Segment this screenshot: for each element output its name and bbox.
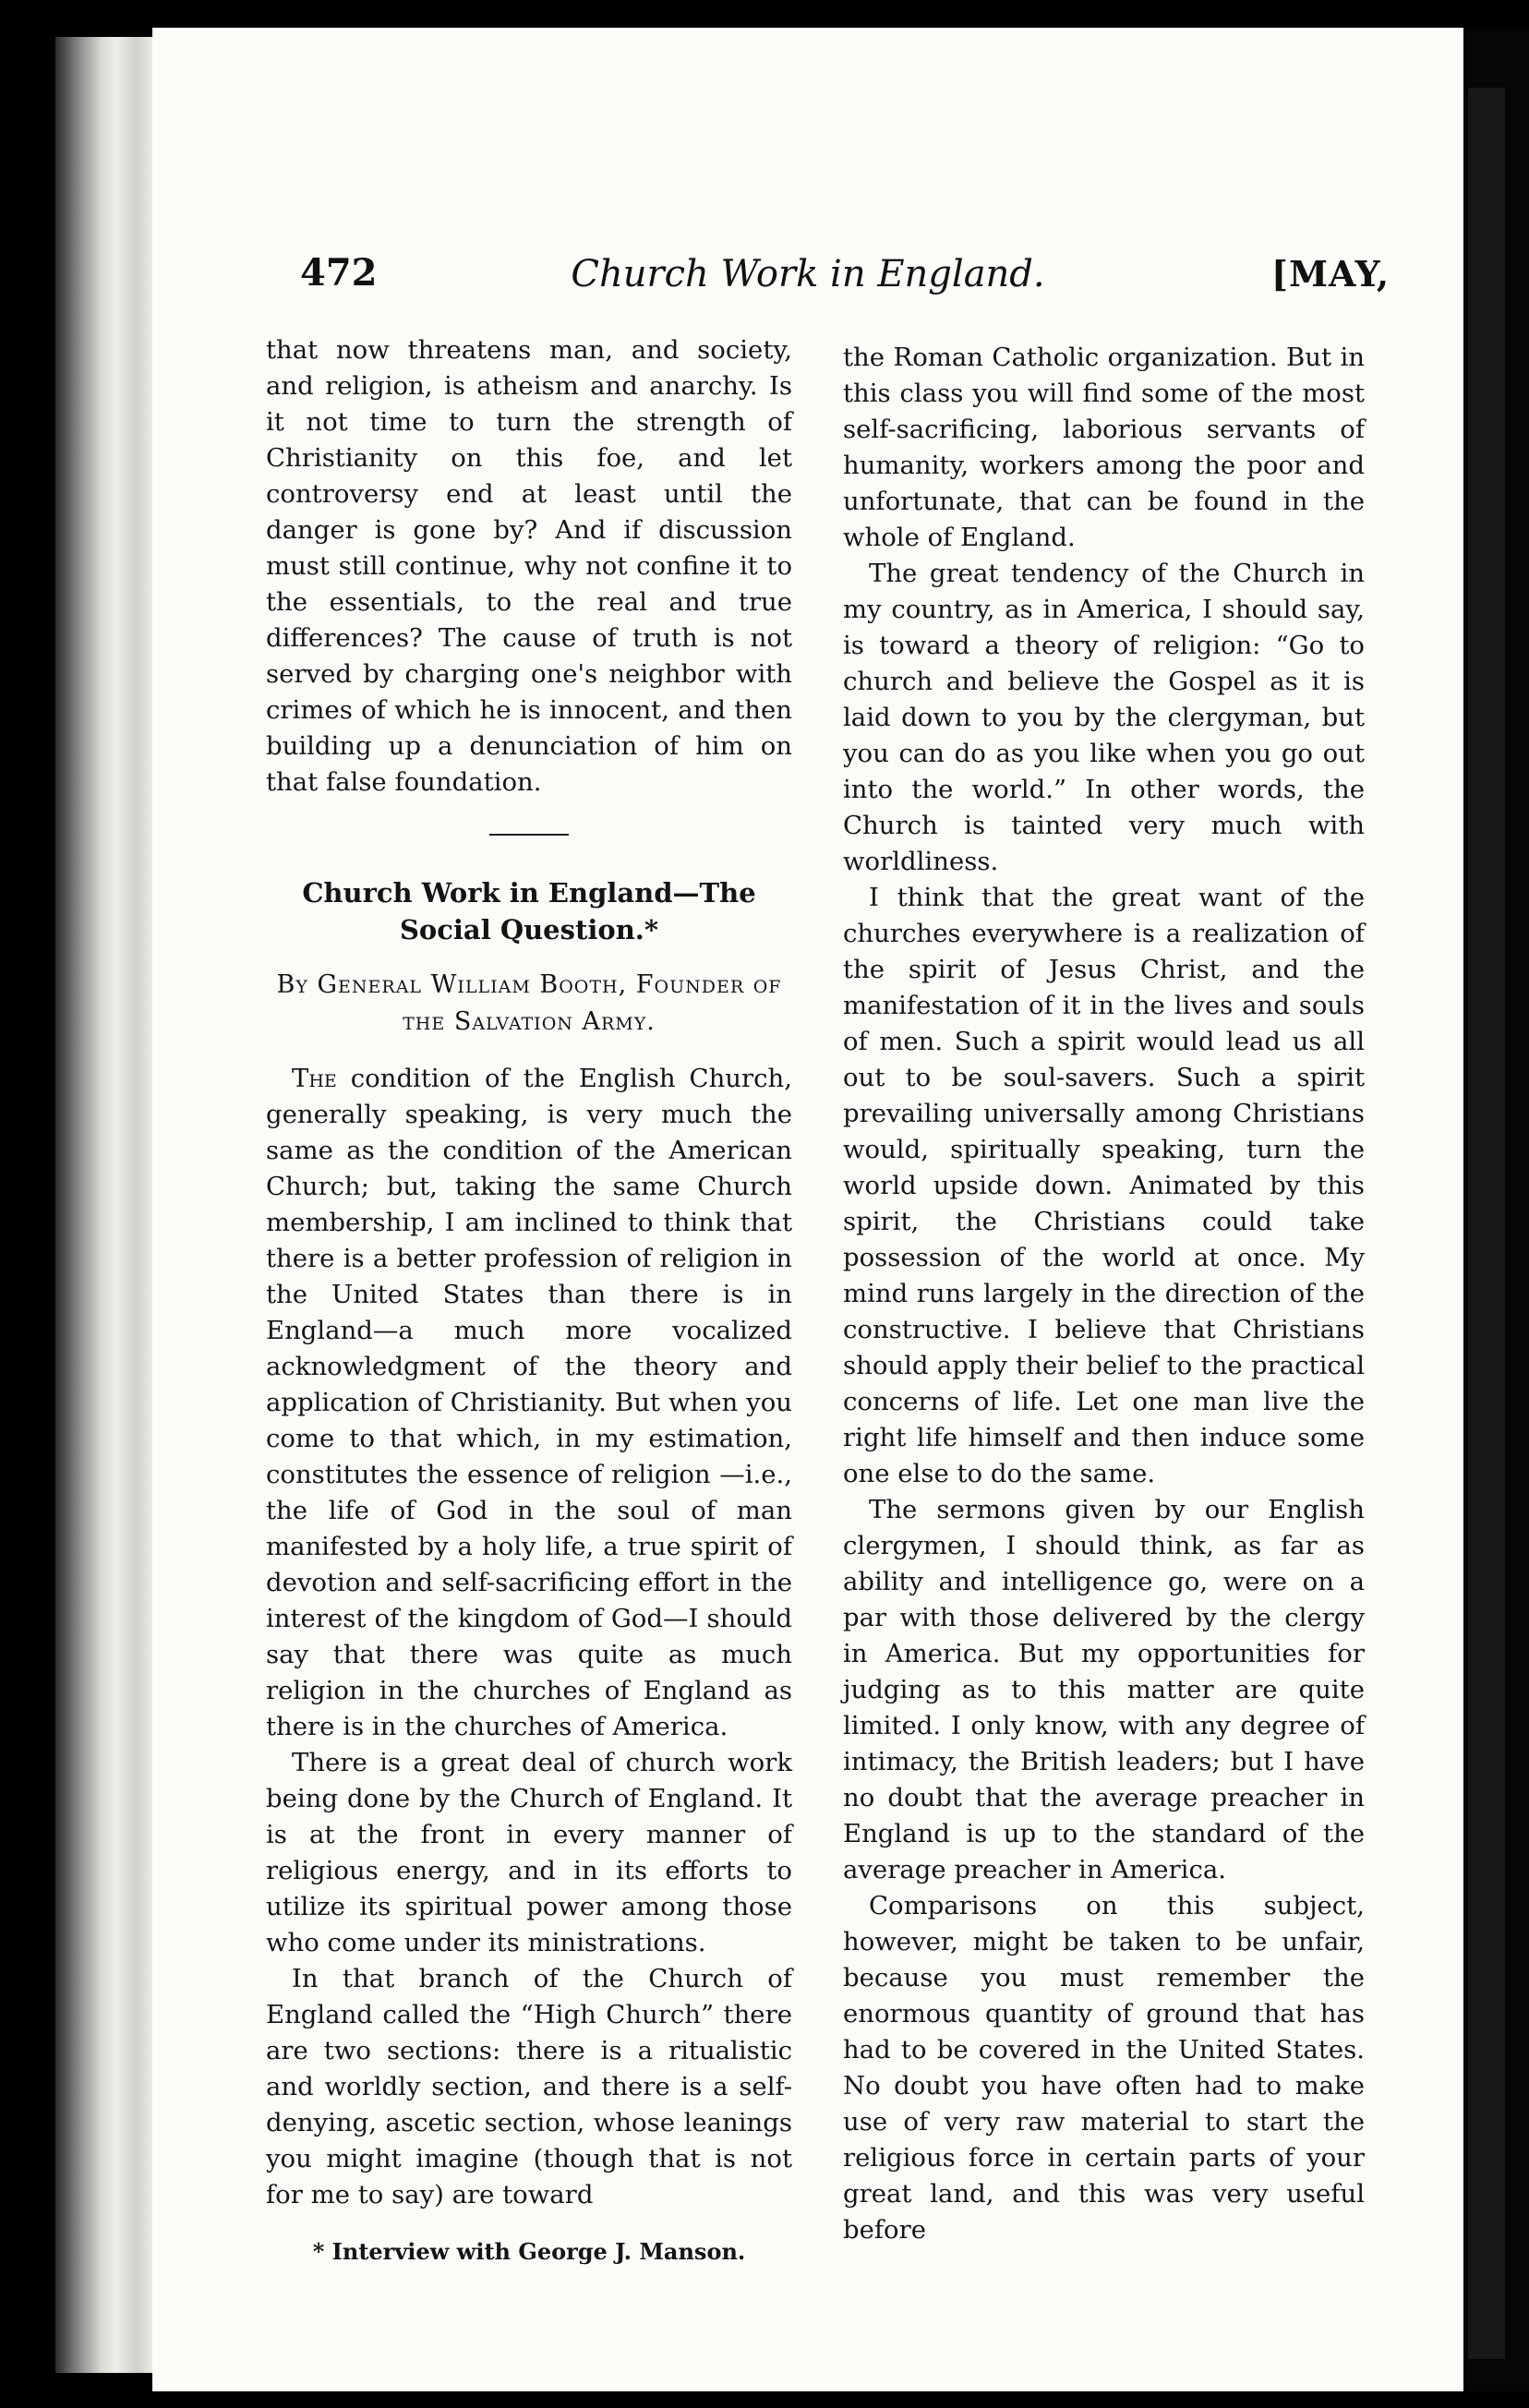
section-divider bbox=[489, 834, 569, 836]
body-paragraph: There is a great deal of church work being done by the Church of England. It is at the front in every manner of religious energy, and in its efforts to utilize its spiritual power among those who come under its ministrations. bbox=[266, 1748, 792, 1957]
page-header bbox=[152, 251, 1463, 307]
body-paragraph: The great tendency of the Church in my country, as in America, I should say, is toward a theory of religion: “Go to church and believe the Gospel as it is laid down to you by the clergyman, but you can do as you like when you go out into the world.” In other words, the Church is tainted very much with worldliness. bbox=[843, 559, 1365, 876]
right-column bbox=[843, 340, 1365, 2248]
paragraph-text: condition of the English Church, generally speaking, is very much the same as the condition of the American Church; but, taking the same Church membership, I am inclined to think that there is a better profession of religion in the United States than there is in England—a much more vocalized acknowledgment of the theory and application of Christianity. But when you come to that which, in my estimation, constitutes the essence of religion —i.e., the life of God in the soul of man manifested by a holy life, a true spirit of devotion and self-sacrificing effort in the interest of the kingdom of God—I should say that there was quite as much religion in the churches of England as there is in the churches of America. bbox=[266, 1064, 792, 1741]
article-byline: By General William Booth, Founder of the Salvation Army. bbox=[276, 970, 782, 1036]
running-title: Church Work in England. bbox=[571, 253, 1045, 295]
continuation-paragraph: that now threatens man, and society, and religion, is atheism and anarchy. Is it not time to turn the strength of Christianity on this foe, and let controversy end at least until the danger is gone by? And if discussion must still continue, why not confine it to the essentials, to the real and true differences? The cause of truth is not served by charging one's neighbor with crimes of which he is innocent, and then building up a denunciation of him on that false foundation. bbox=[266, 335, 792, 797]
page-edge bbox=[55, 37, 157, 2373]
left-column bbox=[266, 332, 792, 2270]
book-page bbox=[152, 28, 1463, 2391]
body-paragraph: Comparisons on this subject, however, might be taken to be unfair, because you must remember the enormous quantity of ground that has had to be covered in the United States. No doubt you have often had to make use of very raw material to start the religious force in certain parts of your great land, and this was very useful before bbox=[843, 1891, 1365, 2245]
body-paragraph: In that branch of the Church of England called the “High Church” there are two sections: there is a ritualistic and worldly section, and there is a self-denying, ascetic section, whose leanings you might imagine (though that is not for me to say) are toward bbox=[266, 1964, 792, 2209]
body-paragraph: The sermons given by our English clergymen, I should think, as far as ability and intelligence go, were on a par with those delivered by the clergy in America. But my opportunities for judging as to this matter are quite limited. I only know, with any degree of intimacy, the British leaders; but I have no doubt that the average preacher in England is up to the standard of the average preacher in America. bbox=[843, 1495, 1365, 1884]
body-paragraph: I think that the great want of the churches everywhere is a realization of the spirit of Jesus Christ, and the manifestation of it in the lives and souls of men. Such a spirit would lead us all out to be soul-savers. Such a spirit prevailing universally among Christians would, spiritually speaking, turn the world upside down. Animated by this spirit, the Christians could take possession of the world at once. My mind runs largely in the direction of the constructive. I believe that Christians should apply their belief to the practical concerns of life. Let one man live the right life himself and then induce some one else to do the same. bbox=[843, 883, 1365, 1488]
page-number: 472 bbox=[300, 251, 378, 295]
article-title: Church Work in England—The Social Question.* bbox=[302, 877, 756, 945]
footnote: * Interview with George J. Manson. bbox=[312, 2238, 746, 2265]
continuation-paragraph: the Roman Catholic organization. But in this class you will find some of the most self-sacrificing, laborious servants of humanity, workers among the poor and unfortunate, that can be found in the whole of England. bbox=[843, 343, 1365, 552]
lead-word: The bbox=[292, 1064, 337, 1093]
facing-page-strip bbox=[1468, 88, 1505, 2359]
body-paragraph bbox=[266, 1061, 792, 1745]
month-label: [MAY, bbox=[1271, 253, 1391, 295]
